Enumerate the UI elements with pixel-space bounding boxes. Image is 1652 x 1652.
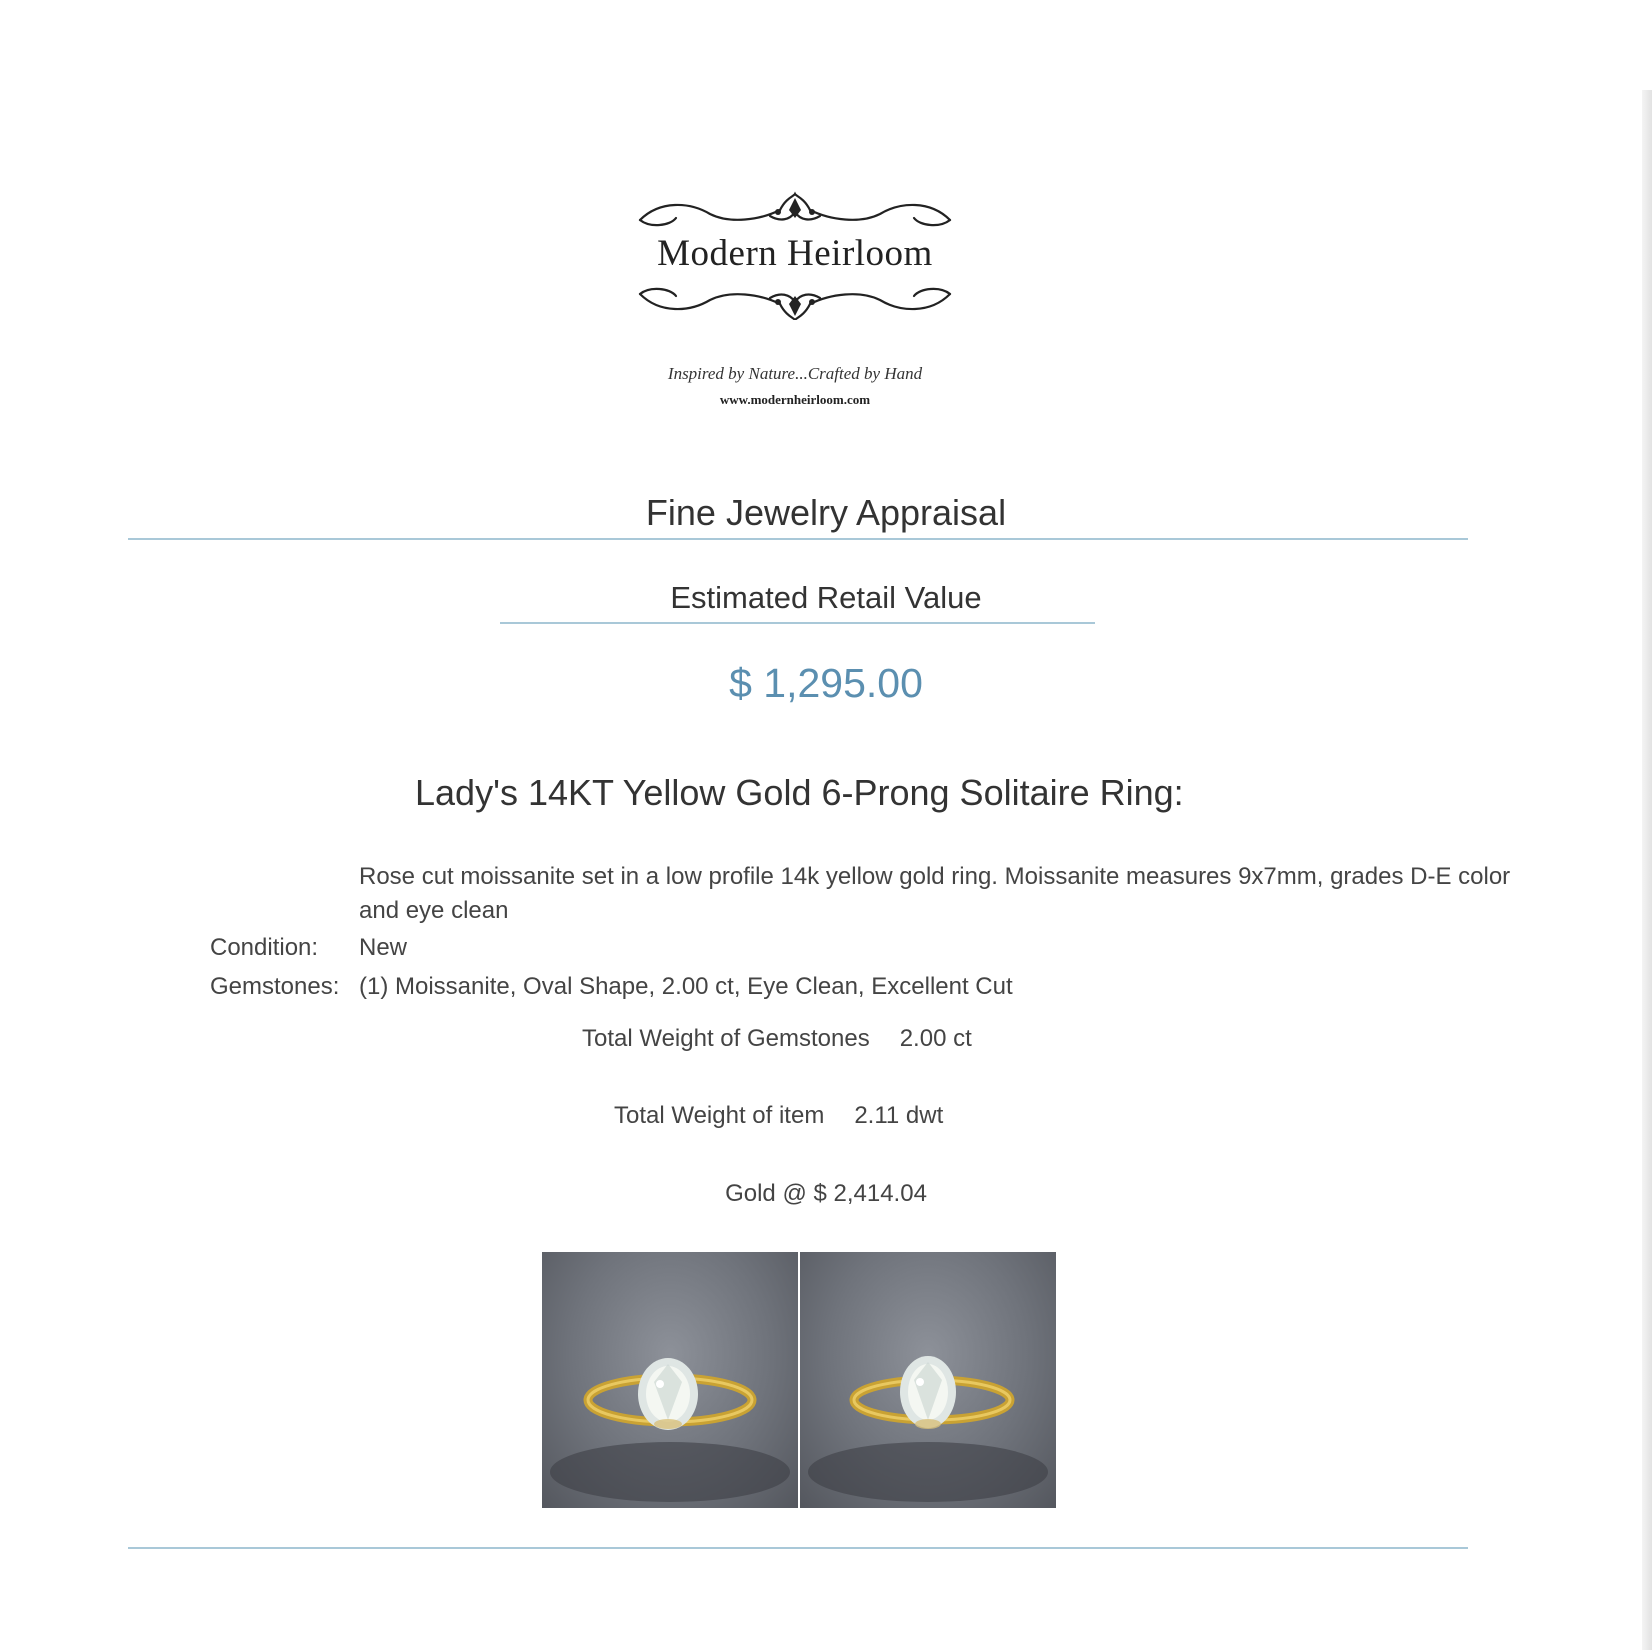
- item-weight-label: Total Weight of item: [614, 1102, 825, 1129]
- condition-label: Condition:: [210, 934, 319, 961]
- ring-photo-angle-icon: [800, 1252, 1056, 1508]
- gem-weight-label: Total Weight of Gemstones: [582, 1025, 870, 1052]
- footer-divider: [128, 1547, 1468, 1549]
- item-title: Lady's 14KT Yellow Gold 6-Prong Solitaire Ring:: [415, 772, 1184, 813]
- item-weight-value: 2.11 dwt: [854, 1102, 944, 1129]
- gem-weight-value: 2.00 ct: [899, 1025, 972, 1052]
- ring-photo-front-icon: [542, 1252, 798, 1508]
- page-edge: [1642, 90, 1652, 1650]
- brand-logo: [630, 190, 960, 430]
- brand-website[interactable]: www.modernheirloom.com: [719, 392, 871, 407]
- item-description: Rose cut moissanite set in a low profile 14k yellow gold ring. Moissanite measures 9x7mm, grades D-E color and eye clean: [359, 863, 1511, 924]
- condition-value: New: [359, 934, 408, 961]
- section-title: Estimated Retail Value: [670, 580, 982, 615]
- ring-photo-angle: [800, 1252, 1056, 1508]
- document-title: Fine Jewelry Appraisal: [645, 492, 1007, 533]
- gold-price: Gold @ $ 2,414.04: [725, 1180, 927, 1207]
- brand-name: Modern Heirloom: [657, 233, 933, 274]
- brand-tagline: Inspired by Nature...Crafted by Hand: [667, 364, 923, 383]
- item-weight-row: [614, 1102, 943, 1130]
- appraised-value: $ 1,295.00: [729, 660, 923, 706]
- ring-photo-front: [542, 1252, 798, 1508]
- gemstones-label: Gemstones:: [210, 973, 340, 1000]
- section-divider: [500, 622, 1095, 624]
- title-divider: [128, 538, 1468, 540]
- gemstones-value: (1) Moissanite, Oval Shape, 2.00 ct, Eye Clean, Excellent Cut: [359, 973, 1013, 1000]
- gem-weight-row: [582, 1025, 972, 1053]
